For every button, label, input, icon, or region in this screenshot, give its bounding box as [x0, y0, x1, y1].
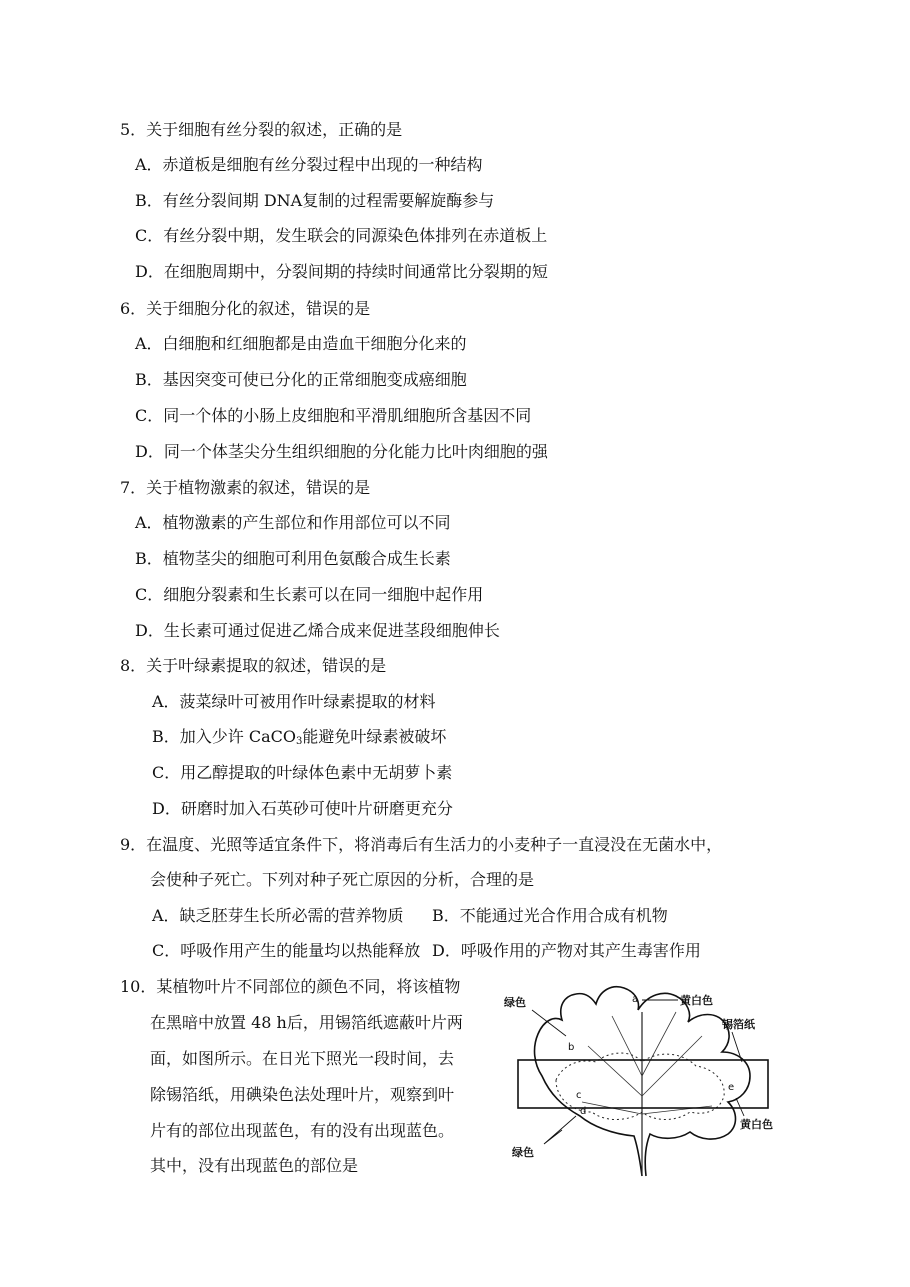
question-9-option-b: B．不能通过光合作用合成有机物 [432, 906, 668, 925]
letter-a: a [632, 994, 639, 1005]
question-9-option-c: C．呼吸作用产生的能量均以热能释放 [152, 941, 421, 960]
question-8-option-a: A．菠菜绿叶可被用作叶绿素提取的材料 [152, 692, 436, 711]
question-6-option-c: C．同一个体的小肠上皮细胞和平滑肌细胞所含基因不同 [135, 406, 532, 425]
question-5-option-c: C．有丝分裂中期，发生联会的同源染色体排列在赤道板上 [135, 226, 548, 245]
label-green-bottom: 绿色 [512, 1146, 534, 1159]
question-7-option-c: C．细胞分裂素和生长素可以在同一细胞中起作用 [135, 585, 484, 604]
question-10-stem: 10．某植物叶片不同部位的颜色不同，将该植物 [120, 977, 461, 996]
question-8-option-d: D．研磨时加入石英砂可使叶片研磨更充分 [152, 799, 453, 818]
letter-c: c [576, 1090, 582, 1101]
label-yellow-white-right: 黄白色 [740, 1118, 773, 1131]
question-9-option-d: D．呼吸作用的产物对其产生毒害作用 [432, 941, 701, 960]
question-6-option-b: B．基因突变可使已分化的正常细胞变成癌细胞 [135, 370, 467, 389]
question-7-option-b: B．植物茎尖的细胞可利用色氨酸合成生长素 [135, 549, 451, 568]
question-7-option-d: D．生长素可通过促进乙烯合成来促进茎段细胞伸长 [135, 621, 500, 640]
question-6-stem: 6．关于细胞分化的叙述，错误的是 [120, 299, 371, 318]
leaf-side-veins [582, 1012, 712, 1114]
label-leader-lines [532, 1000, 744, 1144]
label-yellow-white-top: 黄白色 [680, 994, 713, 1007]
question-10-line-2: 在黑暗中放置 48 h后，用锡箔纸遮蔽叶片两 [150, 1013, 463, 1032]
label-foil: 锡箔纸 [722, 1018, 755, 1031]
question-10-line-4: 除锡箔纸，用碘染色法处理叶片，观察到叶 [150, 1085, 455, 1104]
question-6-option-a: A．白细胞和红细胞都是由造血干细胞分化来的 [135, 334, 467, 353]
question-8-option-b-head: B．加入少许 CaCO [152, 727, 296, 746]
question-10-line-3: 面，如图所示。在日光下照光一段时间，去 [150, 1049, 455, 1068]
question-7-option-a: A．植物激素的产生部位和作用部位可以不同 [135, 513, 451, 532]
question-10-line-6: 其中，没有出现蓝色的部位是 [150, 1156, 359, 1175]
question-5-stem: 5．关于细胞有丝分裂的叙述，正确的是 [120, 120, 403, 139]
question-6-option-d: D．同一个体茎尖分生组织细胞的分化能力比叶肉细胞的强 [135, 442, 548, 461]
question-10-line-5: 片有的部位出现蓝色，有的没有出现蓝色。 [150, 1121, 455, 1140]
question-5-option-d: D．在细胞周期中，分裂间期的持续时间通常比分裂期的短 [135, 262, 548, 281]
question-7-stem: 7．关于植物激素的叙述，错误的是 [120, 478, 371, 497]
question-8-option-b-tail: 能避免叶绿素被破坏 [302, 727, 447, 746]
leaf-figure [492, 976, 802, 1186]
letter-d: d [580, 1106, 587, 1117]
question-9-option-a: A．缺乏胚芽生长所必需的营养物质 [152, 906, 404, 925]
letter-b: b [568, 1042, 575, 1053]
question-5-option-b: B．有丝分裂间期 DNA复制的过程需要解旋酶参与 [135, 191, 495, 210]
question-9-stem-continued: 会使种子死亡。下列对种子死亡原因的分析，合理的是 [150, 870, 535, 889]
question-9-stem: 9．在温度、光照等适宜条件下，将消毒后有生活力的小麦种子一直浸没在无菌水中， [120, 835, 723, 854]
label-green-top: 绿色 [504, 996, 526, 1009]
question-8-stem: 8．关于叶绿素提取的叙述，错误的是 [120, 656, 387, 675]
question-5-option-a: A．赤道板是细胞有丝分裂过程中出现的一种结构 [135, 155, 483, 174]
question-8-option-b [152, 727, 446, 752]
letter-e: e [728, 1082, 735, 1093]
question-8-option-b-subscript: 3 [296, 736, 303, 747]
question-8-option-c: C．用乙醇提取的叶绿体色素中无胡萝卜素 [152, 763, 453, 782]
